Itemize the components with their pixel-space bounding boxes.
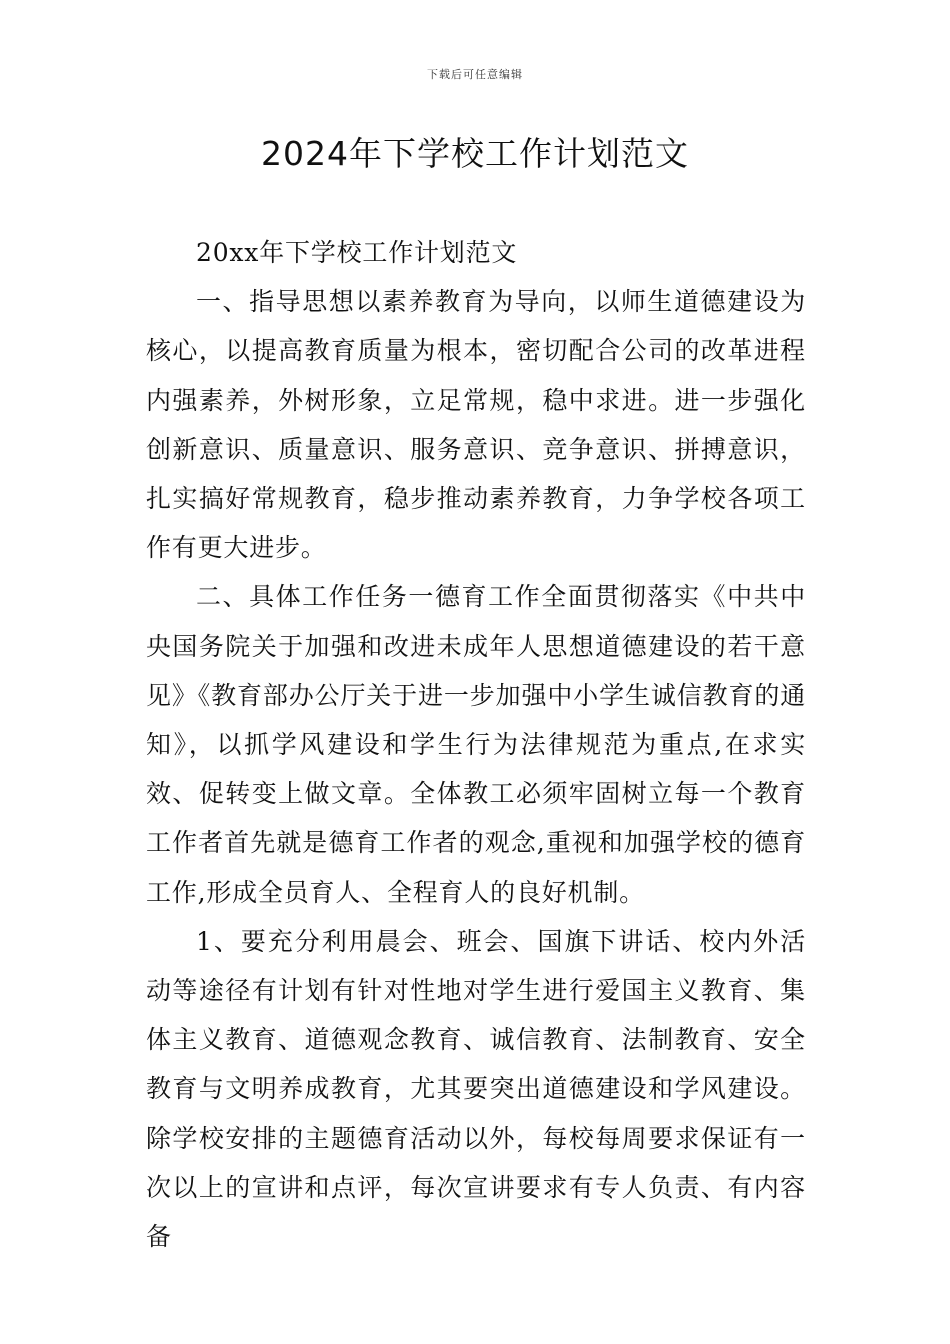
header-note: 下载后可任意编辑 <box>427 68 523 81</box>
document-title: 2024年下学校工作计划范文 <box>261 134 689 173</box>
paragraph-subtitle: 20xx年下学校工作计划范文 <box>196 238 518 267</box>
paragraph-specific-tasks: 二、具体工作任务一德育工作全面贯彻落实《中共中央国务院关于加强和改进未成年人思想道德建设的若干意见》《教育部办公厅关于进一步加强中小学生诚信教育的通知》，以抓学风建设和学生行为法律规范为重点,在求实效、促转变上做文章。全体教工必须牢固树立每一个教育工作者首先就是德育工作者的观念,重视和加强学校的德育工作,形成全员育人、全程育人的良好机制。 <box>146 582 806 907</box>
paragraph-guiding-ideology: 一、指导思想以素养教育为导向，以师生道德建设为核心，以提高教育质量为根本，密切配合公司的改革进程内强素养，外树形象，立足常规，稳中求进。进一步强化创新意识、质量意识、服务意识、竞争意识、拼搏意识，扎实搞好常规教育，稳步推动素养教育，力争学校各项工作有更大进步。 <box>146 287 806 563</box>
paragraph-item-1: 1、要充分利用晨会、班会、国旗下讲话、校内外活动等途径有计划有针对性地对学生进行爱国主义教育、集体主义教育、道德观念教育、诚信教育、法制教育、安全教育与文明养成教育，尤其要突出道德建设和学风建设。除学校安排的主题德育活动以外，每校每周要求保证有一次以上的宣讲和点评，每次宣讲要求有专人负责、有内容备 <box>146 926 806 1252</box>
document-body <box>146 228 806 1261</box>
